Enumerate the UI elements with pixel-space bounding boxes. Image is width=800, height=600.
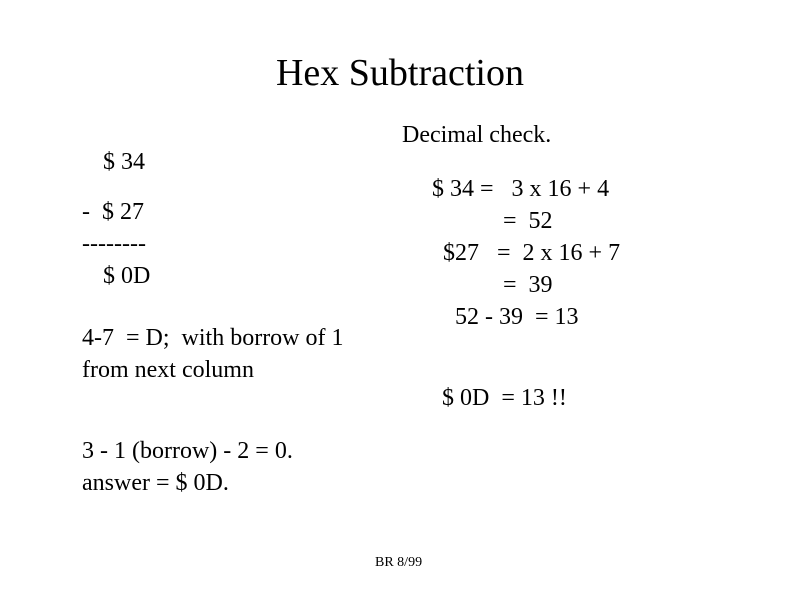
decimal-check-line2: = 52 — [503, 208, 553, 234]
decimal-check-line3: $27 = 2 x 16 + 7 — [443, 240, 621, 266]
minuend: $ 34 — [103, 149, 145, 175]
decimal-check-line1: $ 34 = 3 x 16 + 4 — [432, 176, 610, 202]
decimal-check-heading: Decimal check. — [402, 122, 552, 148]
decimal-check-conclusion: $ 0D = 13 !! — [442, 385, 567, 411]
step-line1: 3 - 1 (borrow) - 2 = 0. — [82, 438, 293, 464]
subtrahend: - $ 27 — [82, 199, 144, 225]
subtraction-result: $ 0D — [103, 263, 151, 289]
slide-title: Hex Subtraction — [275, 52, 524, 94]
decimal-check-line5: 52 - 39 = 13 — [455, 304, 579, 330]
borrow-note-line2: from next column — [82, 357, 254, 383]
decimal-check-line4: = 39 — [503, 272, 553, 298]
borrow-note-line1: 4-7 = D; with borrow of 1 — [82, 325, 344, 351]
slide-footer: BR 8/99 — [375, 555, 423, 570]
step-line2: answer = $ 0D. — [82, 470, 229, 496]
subtraction-rule: -------- — [82, 231, 146, 257]
